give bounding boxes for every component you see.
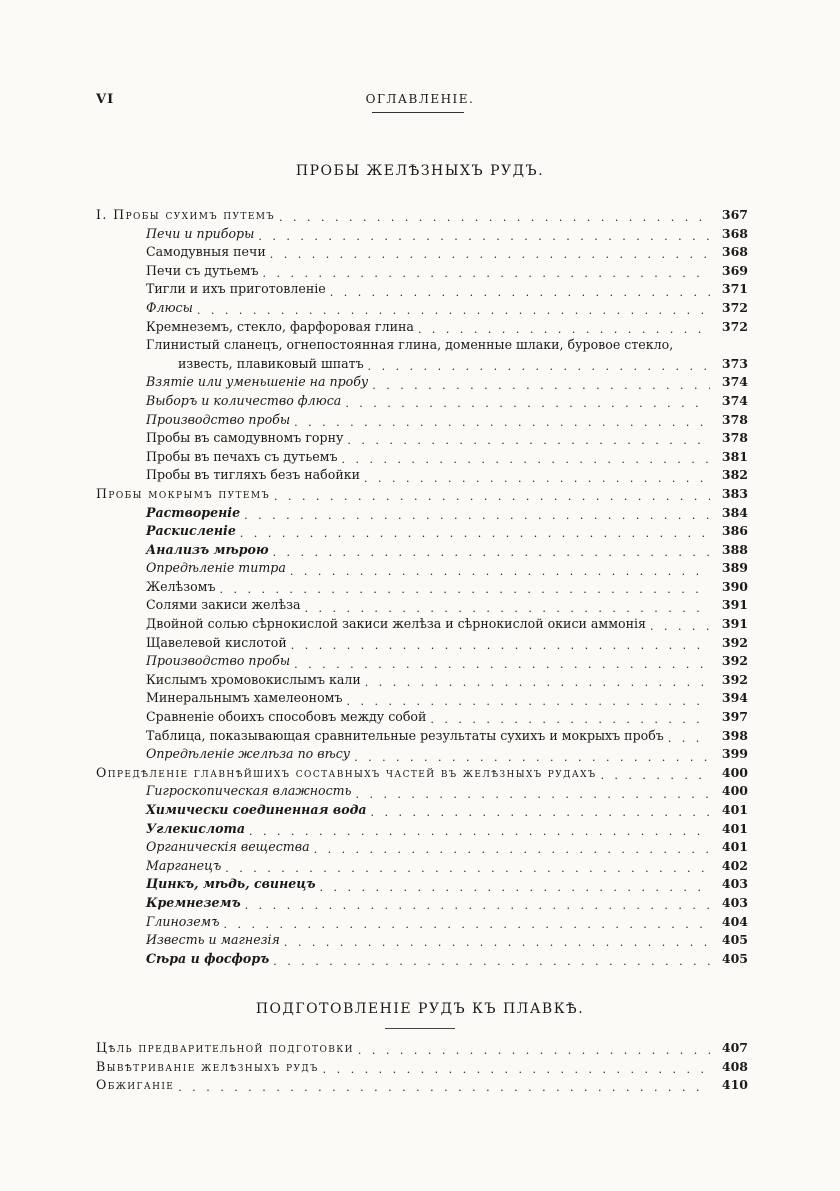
- toc-entry: Печи и приборы . . . 368: [96, 226, 748, 245]
- toc-entry-multiline-first: Глинистый сланецъ, огнепостоянная глина, доменные шлаки, буровое стекло,: [146, 337, 674, 353]
- toc-entry: Известь и магнезiя . . . 405: [96, 932, 748, 951]
- section-title-underline: [385, 1028, 455, 1029]
- toc-entry: Щавелевой кислотой . . . 392: [96, 635, 748, 654]
- toc-entry: Цѣль предварительной подготовки . . . 407: [96, 1040, 748, 1059]
- page-number: VI: [96, 92, 115, 107]
- section-title-iron-ore-assays: ПРОБЫ ЖЕЛѢЗНЫХЪ РУДЪ.: [295, 163, 545, 179]
- section-title-ore-preparation: ПОДГОТОВЛЕНIЕ РУДЪ КЪ ПЛАВКѢ.: [255, 1001, 585, 1017]
- toc-entry: Кремнеземъ, стекло, фарфоровая глина . . . 372: [96, 319, 748, 338]
- toc-entry: Глиноземъ . . . 404: [96, 914, 748, 933]
- toc-entry: Выборъ и количество флюса . . . 374: [96, 393, 748, 412]
- toc-entry: Опредѣленiе главнѣйшихъ составныхъ частей въ желѣзныхъ рудахъ . . . 400: [96, 765, 748, 784]
- toc-entry: Сравненiе обоихъ способовъ между собой . . . 397: [96, 709, 748, 728]
- toc-entry: Печи съ дутьемъ . . . 369: [96, 263, 748, 282]
- toc-entry: Минеральнымъ хамелеономъ . . . 394: [96, 690, 748, 709]
- toc-entry: Производство пробы . . . 378: [96, 412, 748, 431]
- toc-entry: Тигли и ихъ приготовленiе . . . 371: [96, 281, 748, 300]
- toc-entry: Двойной солью сѣрнокислой закиси желѣза и сѣрнокислой окиси аммонiя . . . 391: [96, 616, 748, 635]
- toc-entry: Сѣра и фосфоръ . . . 405: [96, 951, 748, 970]
- toc-entry: Флюсы . . . 372: [96, 300, 748, 319]
- toc-entry: Опредѣленiе титра . . . 389: [96, 560, 748, 579]
- toc-entry: Гигроскопическая влажность . . . 400: [96, 783, 748, 802]
- toc-entry: Цинкъ, мѣдь, свинецъ . . . 403: [96, 876, 748, 895]
- toc-entry: I. Пробы сухимъ путемъ . . . 367: [96, 207, 748, 226]
- toc-entry: Пробы въ самодувномъ горну . . . 378: [96, 430, 748, 449]
- toc-entry: Кислымъ хромовокислымъ кали . . . 392: [96, 672, 748, 691]
- toc-entry: Производство пробы . . . 392: [96, 653, 748, 672]
- toc-section-ore-preparation: [96, 1040, 748, 1096]
- toc-entry: Желѣзомъ . . . 390: [96, 579, 748, 598]
- toc-entry: Пробы въ тигляхъ безъ набойки . . . 382: [96, 467, 748, 486]
- toc-entry: Солями закиси желѣза . . . 391: [96, 597, 748, 616]
- toc-section-iron-ore-assays: [96, 207, 748, 969]
- toc-entry: Марганецъ . . . 402: [96, 858, 748, 877]
- toc-entry: Самодувныя печи . . . 368: [96, 244, 748, 263]
- toc-entry: Кремнеземъ . . . 403: [96, 895, 748, 914]
- toc-entry: Взятiе или уменьшенiе на пробу . . . 374: [96, 374, 748, 393]
- toc-entry: Углекислота . . . 401: [96, 821, 748, 840]
- toc-entry: Пробы мокрымъ путемъ . . . 383: [96, 486, 748, 505]
- toc-entry: Органическiя вещества . . . 401: [96, 839, 748, 858]
- toc-entry: Опредѣленiе желѣза по вѣсу . . . 399: [96, 746, 748, 765]
- toc-entry: Вывѣтриванiе желѣзныхъ рудъ . . . 408: [96, 1059, 748, 1078]
- toc-entry: Анализъ мѣрою . . . 388: [96, 542, 748, 561]
- toc-entry-multiline-second: известь, плавиковый шпатъ . . . 373: [96, 356, 748, 375]
- running-title: ОГЛАВЛЕНIЕ.: [365, 92, 475, 106]
- toc-entry: Химически соединенная вода . . . 401: [96, 802, 748, 821]
- toc-entry: Растворенiе . . . 384: [96, 505, 748, 524]
- toc-entry: Раскисленiе . . . 386: [96, 523, 748, 542]
- toc-entry: Обжиганiе . . . 410: [96, 1077, 748, 1096]
- toc-entry: Пробы въ печахъ съ дутьемъ . . . 381: [96, 449, 748, 468]
- running-title-underline: [372, 112, 464, 113]
- toc-entry: Таблица, показывающая сравнительные результаты сухихъ и мокрыхъ пробъ . . . 398: [96, 728, 748, 747]
